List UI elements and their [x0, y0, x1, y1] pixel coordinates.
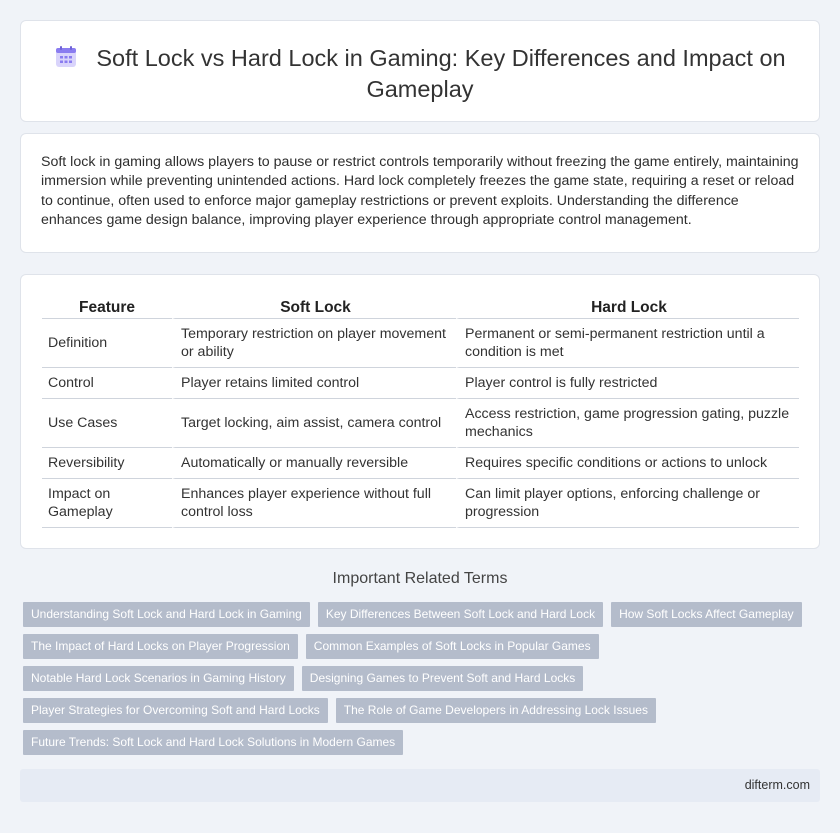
row-soft-lock-cell: Player retains limited control: [172, 368, 456, 399]
row-feature-cell: Use Cases: [42, 399, 172, 448]
related-term-tag[interactable]: How Soft Locks Affect Gameplay: [611, 602, 802, 627]
tag-row: [23, 730, 823, 755]
intro-paragraph: Soft lock in gaming allows players to pause or restrict controls temporarily without freezing the game entirely, maintaining immersion while preventing unintended actions. Hard lock completely freezes the game state, requiring a reset or reload to continue, often used to enforce major gameplay restrictions or prevent exploits. Understanding the difference enhances game design balance, improving player experience through appropriate control management.: [41, 154, 799, 228]
row-feature-cell: Control: [42, 368, 172, 399]
row-hard-lock-cell: Requires specific conditions or actions to unlock: [456, 448, 799, 479]
table-header-row: [42, 295, 799, 319]
title-card: [20, 20, 820, 122]
table-row: [42, 319, 799, 368]
related-terms-list: [23, 602, 823, 762]
calendar-icon: [54, 45, 78, 69]
row-hard-lock-cell: Player control is fully restricted: [456, 368, 799, 399]
table-row: [42, 448, 799, 479]
row-soft-lock-cell: Automatically or manually reversible: [172, 448, 456, 479]
related-terms-heading: Important Related Terms: [332, 570, 508, 587]
related-term-tag[interactable]: The Role of Game Developers in Addressing Lock Issues: [336, 698, 656, 723]
table-row: [42, 368, 799, 399]
tag-row: [23, 602, 823, 627]
related-term-tag[interactable]: Future Trends: Soft Lock and Hard Lock Solutions in Modern Games: [23, 730, 403, 755]
footer-site-link[interactable]: difterm.com: [744, 778, 810, 792]
related-term-tag[interactable]: Understanding Soft Lock and Hard Lock in Gaming: [23, 602, 310, 627]
related-term-tag[interactable]: Common Examples of Soft Locks in Popular Games: [306, 634, 599, 659]
header-hard-lock: Hard Lock: [456, 295, 799, 319]
page-title: Soft Lock vs Hard Lock in Gaming: Key Differences and Impact on Gameplay: [96, 45, 786, 102]
related-term-tag[interactable]: Player Strategies for Overcoming Soft and Hard Locks: [23, 698, 328, 723]
header-soft-lock: Soft Lock: [172, 295, 456, 319]
tag-row: [23, 698, 823, 723]
row-hard-lock-cell: Access restriction, game progression gating, puzzle mechanics: [456, 399, 799, 448]
related-term-tag[interactable]: Key Differences Between Soft Lock and Hard Lock: [318, 602, 603, 627]
row-hard-lock-cell: Can limit player options, enforcing challenge or progression: [456, 479, 799, 528]
row-soft-lock-cell: Enhances player experience without full control loss: [172, 479, 456, 528]
tag-row: [23, 666, 823, 691]
tag-row: [23, 634, 823, 659]
row-soft-lock-cell: Temporary restriction on player movement or ability: [172, 319, 456, 368]
table-row: [42, 479, 799, 528]
title-wrap: [21, 43, 819, 105]
related-term-tag[interactable]: Designing Games to Prevent Soft and Hard Locks: [302, 666, 583, 691]
comparison-card: [20, 274, 820, 549]
comparison-table: [42, 295, 799, 528]
table-row: [42, 399, 799, 448]
row-feature-cell: Reversibility: [42, 448, 172, 479]
header-feature: Feature: [42, 295, 172, 319]
row-feature-cell: Impact on Gameplay: [42, 479, 172, 528]
row-soft-lock-cell: Target locking, aim assist, camera control: [172, 399, 456, 448]
related-term-tag[interactable]: The Impact of Hard Locks on Player Progression: [23, 634, 298, 659]
footer-bar: [20, 769, 820, 802]
related-term-tag[interactable]: Notable Hard Lock Scenarios in Gaming History: [23, 666, 294, 691]
row-hard-lock-cell: Permanent or semi-permanent restriction until a condition is met: [456, 319, 799, 368]
row-feature-cell: Definition: [42, 319, 172, 368]
intro-card: [20, 133, 820, 253]
